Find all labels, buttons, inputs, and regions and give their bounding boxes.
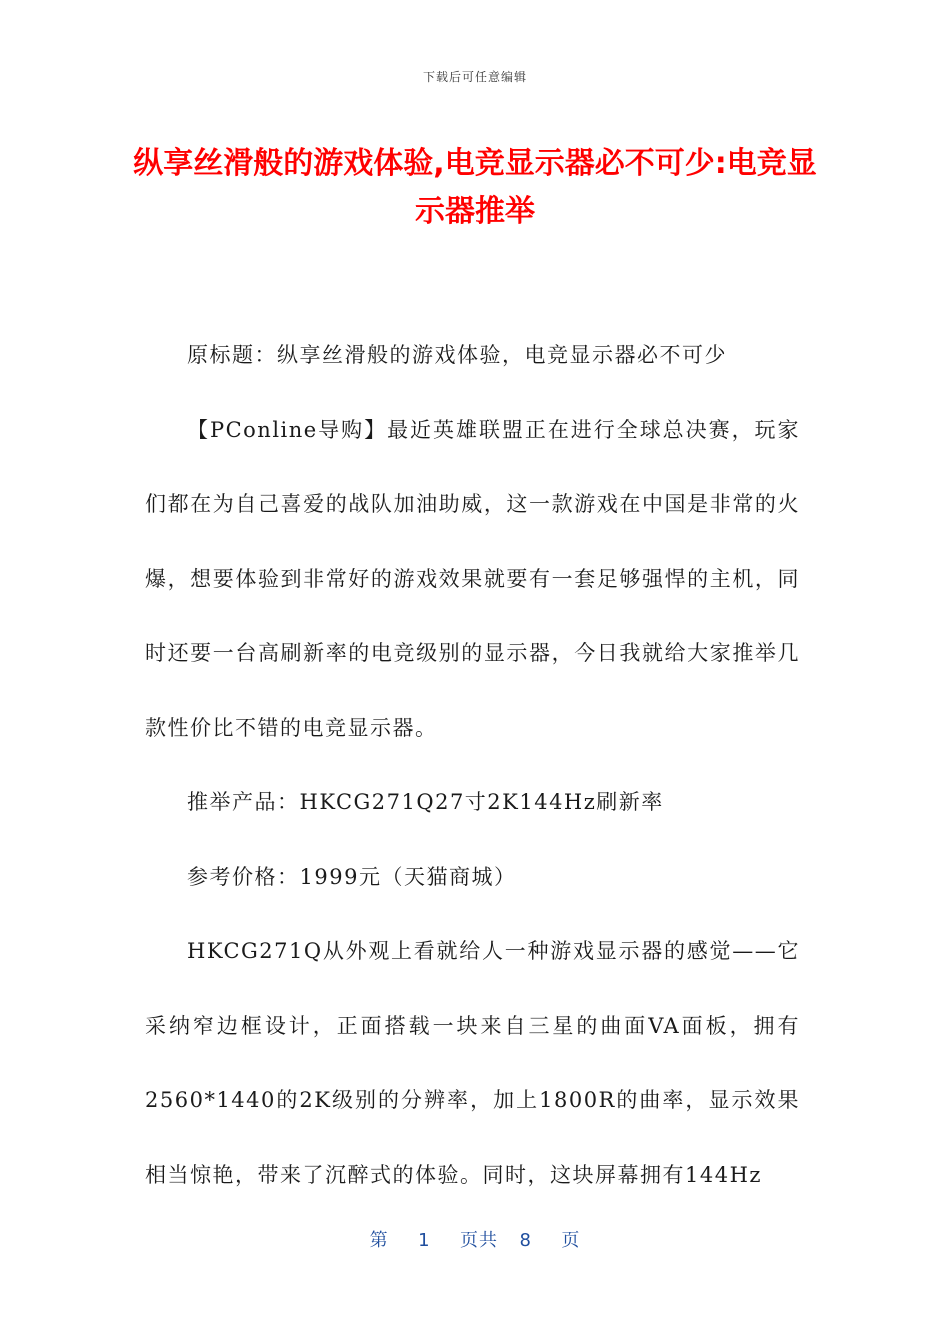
header-note: 下载后可任意编辑 [422,70,527,84]
page-footer [0,1226,950,1252]
paragraph-product: 推举产品：HKCG271Q27寸2K144Hz刷新率 [187,790,664,814]
footer-page-number: 1 [418,1230,431,1251]
paragraph-original-title: 原标题：纵享丝滑般的游戏体验，电竞显示器必不可少 [187,343,727,367]
document-body [145,318,800,1212]
footer-middle: 页共 [460,1230,498,1251]
footer-total-pages: 8 [519,1230,532,1251]
footer-suffix: 页 [561,1230,581,1251]
footer-prefix: 第 [369,1230,389,1251]
paragraph-intro: 【PConline导购】最近英雄联盟正在进行全球总决赛，玩家们都在为自己喜爱的战队加油助威，这一款游戏在中国是非常的火爆，想要体验到非常好的游戏效果就要有一套足够强悍的主机，同时还要一台高刷新率的电竞级别的显示器，今日我就给大家推举几款性价比不错的电竞显示器。 [145,417,800,740]
document-title: 纵享丝滑般的游戏体验,电竞显示器必不可少:电竞显示器推举 [133,146,817,229]
paragraph-description: HKCG271Q从外观上看就给人一种游戏显示器的感觉——它采纳窄边框设计，正面搭载一块来自三星的曲面VA面板，拥有2560*1440的2K级别的分辨率，加上1800R的曲率，显示效果相当惊艳，带来了沉醉式的体验。同时，这块屏幕拥有144Hz [145,939,800,1187]
paragraph-price: 参考价格：1999元（天猫商城） [187,864,517,889]
